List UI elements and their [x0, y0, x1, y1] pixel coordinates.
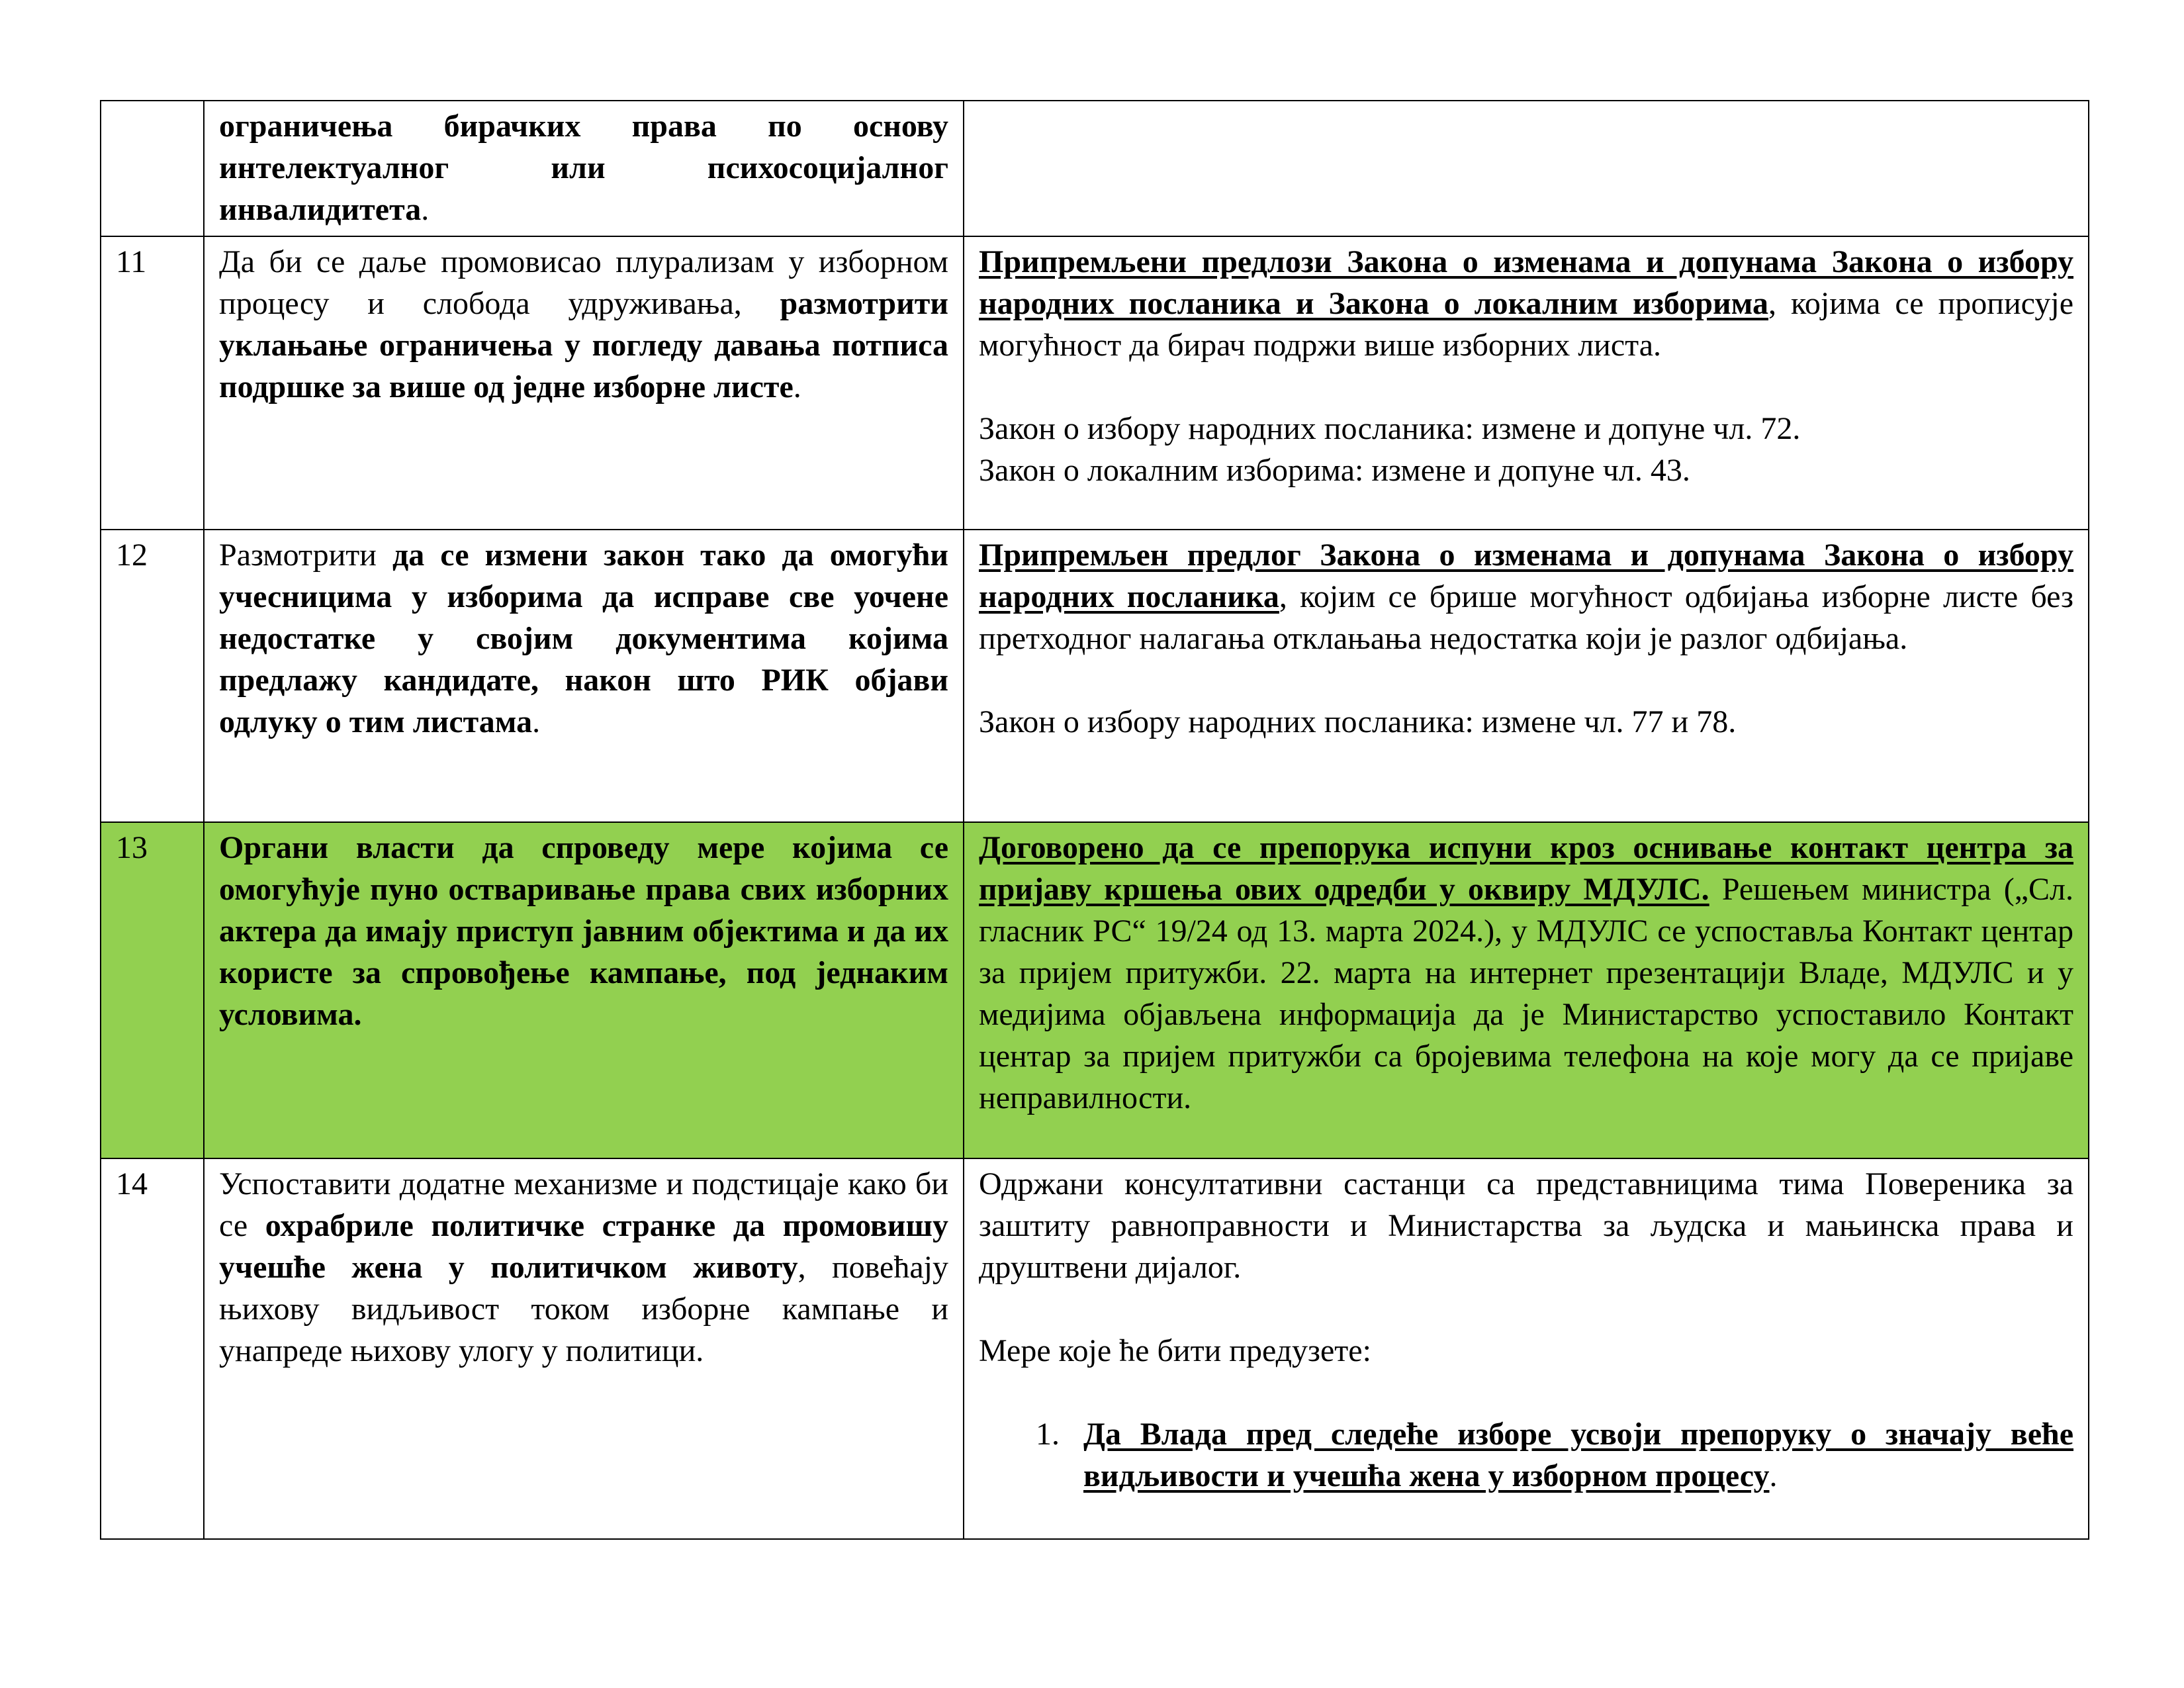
action-rest-text: Решењем министра („Сл. гласник РС“ 19/24 од 13. марта 2024.), у МДУЛС се успоставља Контакт центар за пријем притужби. 22. марта на интернет презентацији Владе, МДУЛС и у медијима објављена информација да је Министарство успоставило Контакт центар за пријем притужби са бројевима телефона на које могу да се пријаве неправилности.	[979, 872, 2074, 1115]
recommendation-plain-text: Да би се даље промовисао плурализам у изборном процесу и слобода удруживања,	[219, 244, 948, 321]
action-bold-underlined-text: Припремљен предлог Закона о изменама и допунама Закона о избору народних посланика	[979, 538, 2073, 614]
action-cell	[964, 101, 2089, 236]
action-paragraph	[979, 534, 2073, 659]
action-rest-text: , којим се брише могућност одбијања изборне листе без претходног налагања отклањања недостатка који је разлог одбијања.	[979, 579, 2074, 656]
recommendation-plain-text: Размотрити	[219, 538, 392, 573]
recommendation-end-text: .	[793, 369, 801, 404]
recommendations-table	[100, 100, 2089, 1540]
recommendation-end-text: .	[532, 704, 541, 739]
list-item-end-text: .	[1769, 1458, 1778, 1493]
recommendation-bold-text: размотрити уклањање ограничења у погледу давања потписа подршке за више од једне изборне листе	[219, 286, 948, 404]
row-number-cell	[101, 101, 204, 236]
list-item-text	[1083, 1413, 2073, 1497]
recommendation-bold-text: да се измени закон тако да омогући учесницима у изборима да исправе све уочене недостатке у својим документима којима предлажу кандидате, након што РИК објави одлуку о тим листама	[219, 538, 949, 739]
measures-list-item	[979, 1413, 2073, 1497]
action-rest-text: , којима се прописује могућност да бирач подржи више изборних листа.	[979, 286, 2073, 363]
recommendation-end-text: , повећају њихову видљивост током изборне кампање и унапреде њихову улогу у политици.	[219, 1250, 948, 1368]
row-number-cell: 13	[101, 822, 204, 1158]
recommendation-end-text: .	[421, 192, 430, 227]
table-row-14	[101, 1158, 2089, 1539]
action-reference: Закон о избору народних посланика: измене и допуне чл. 72.	[979, 411, 1801, 446]
recommendation-cell	[204, 236, 964, 530]
table-row-13	[101, 822, 2089, 1158]
row-number-cell: 12	[101, 530, 204, 822]
paragraph-gap	[979, 659, 2073, 701]
paragraph-gap	[979, 1288, 2073, 1330]
action-bold-underlined-text: Припремљени предлози Закона о изменама и допунама Закона о избору народних посланика и Закона о локалним изборима	[979, 244, 2073, 321]
list-item-bold-underlined-text: Да Влада пред следеће изборе усвоји препоруку о значају веће видљивости и учешћа жена у изборном процесу	[1083, 1417, 2073, 1493]
table-row-12	[101, 530, 2089, 822]
table-row-11	[101, 236, 2089, 530]
table-row-continued	[101, 101, 2089, 236]
action-bold-underlined-text: Договорено да се препорука испуни кроз оснивање контакт центра за пријаву кршења ових одредби у оквиру МДУЛС.	[979, 830, 2073, 907]
recommendation-bold-text: охрабриле политичке странке да промовишу учешће жена у политичком животу	[219, 1208, 948, 1285]
recommendation-bold-text: Органи власти да спроведу мере којима се омогућује пуно остваривање права свих изборних актера да имају приступ јавним објектима и да их користе за спровођење кампање, под једнаким условима.	[219, 830, 948, 1032]
recommendation-cell	[204, 1158, 964, 1539]
action-cell	[964, 236, 2089, 530]
list-item-number: 1.	[1036, 1417, 1060, 1452]
action-cell	[964, 1158, 2089, 1539]
row-number-cell: 11	[101, 236, 204, 530]
paragraph-gap	[979, 366, 2073, 408]
recommendation-plain-text: Успоставити додатне механизме и подстицаје како би се	[219, 1166, 948, 1243]
action-paragraph: Одржани консултативни састанци са представницима тима Повереника за заштиту равноправности и Министарства за људска и мањинска права и друштвени дијалог.	[979, 1166, 2073, 1285]
action-reference: Закон о избору народних посланика: измене чл. 77 и 78.	[979, 704, 1737, 739]
paragraph-gap	[979, 1372, 2073, 1413]
action-reference: Закон о локалним изборима: измене и допуне чл. 43.	[979, 453, 1690, 488]
measures-intro: Мере које ће бити предузете:	[979, 1333, 1371, 1368]
recommendation-cell	[204, 822, 964, 1158]
recommendation-cell	[204, 101, 964, 236]
recommendation-bold-text: ограничења бирачких права по основу интелектуалног или психосоцијалног инвалидитета	[219, 109, 948, 227]
action-paragraph	[979, 241, 2073, 366]
recommendation-cell	[204, 530, 964, 822]
action-cell	[964, 822, 2089, 1158]
action-cell	[964, 530, 2089, 822]
row-number-cell: 14	[101, 1158, 204, 1539]
